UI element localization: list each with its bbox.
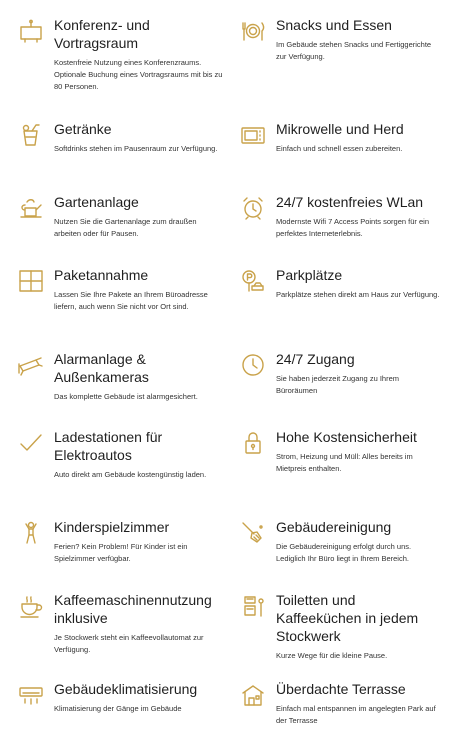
air-conditioner-icon: [18, 682, 44, 708]
feature-item: [240, 16, 440, 63]
feature-description: Ferien? Kein Problem! Für Kinder ist ein Spielzimmer verfügbar.: [54, 542, 188, 563]
feature-title: Überdachte Terrasse: [276, 681, 406, 697]
checkmark-icon: [18, 430, 44, 456]
feature-description: Strom, Heizung und Müll: Alles bereits im Mietpreis enthalten.: [276, 452, 413, 473]
terrace-house-icon: [240, 682, 266, 708]
feature-description: Softdrinks stehen im Pausenraum zur Verfügung.: [54, 144, 218, 153]
feature-description: Kostenfreie Nutzung eines Konferenzraums. Optionale Buchung eines Vortragsraums mit bis zu 80 Personen.: [54, 58, 223, 91]
feature-description: Das komplette Gebäude ist alarmgesichert.: [54, 392, 198, 401]
feature-item: [240, 680, 440, 727]
security-camera-icon: [18, 352, 44, 378]
clock-icon: [240, 352, 266, 378]
feature-title: Konferenz- und Vortragsraum: [54, 17, 150, 51]
feature-title: 24/7 kostenfreies WLan: [276, 194, 424, 210]
feature-title: Toiletten und Kaffeeküchen in jedem Stockwerk: [276, 592, 419, 644]
feature-description: Parkplätze stehen direkt am Haus zur Verfügung.: [276, 290, 440, 299]
playground-figure-icon: [18, 520, 44, 546]
feature-title: Kinderspielzimmer: [54, 519, 170, 535]
feature-description: Einfach mal entspannen im angelegten Park auf der Terrasse: [276, 704, 436, 725]
feature-title: Kaffeemaschinennutzung inklusive: [54, 592, 212, 626]
plate-cutlery-icon: [240, 18, 266, 44]
feature-description: Die Gebäudereinigung erfolgt durch uns. Lediglich Ihr Büro liegt in Ihrem Bereich.: [276, 542, 412, 563]
feature-title: Getränke: [54, 121, 112, 137]
feature-description: Auto direkt am Gebäude kostengünstig laden.: [54, 470, 207, 479]
feature-item: [18, 428, 223, 481]
feature-description: Nutzen Sie die Gartenanlage zum draußen arbeiten oder für Pausen.: [54, 217, 197, 238]
drink-cup-icon: [18, 122, 44, 148]
feature-title: Snacks und Essen: [276, 17, 392, 33]
alarm-clock-icon: [240, 195, 266, 221]
feature-title: Gebäudeklimatisierung: [54, 681, 198, 697]
feature-description: Lassen Sie Ihre Pakete an Ihrem Büroadresse liefern, auch wenn Sie nicht vor Ort sind.: [54, 290, 208, 311]
feature-title: Hohe Kostensicherheit: [276, 429, 417, 445]
feature-title: Parkplätze: [276, 267, 343, 283]
coffee-cup-icon: [18, 593, 44, 619]
feature-description: Kurze Wege für die kleine Pause.: [276, 651, 388, 660]
feature-item: [240, 193, 440, 240]
presentation-board-icon: [18, 18, 44, 44]
restroom-icon: [240, 593, 266, 619]
feature-item: [240, 428, 440, 475]
feature-item: [240, 518, 440, 565]
feature-title: Ladestationen für Elektroautos: [54, 429, 163, 463]
feature-item: [18, 350, 223, 403]
feature-description: Im Gebäude stehen Snacks und Fertiggerichte zur Verfügung.: [276, 40, 432, 61]
feature-description: Klimatisierung der Gänge im Gebäude: [54, 704, 182, 713]
feature-title: Alarmanlage & Außenkameras: [54, 351, 149, 385]
feature-description: Je Stockwerk steht ein Kaffeevollautomat zur Verfügung.: [54, 633, 204, 654]
watering-can-icon: [18, 195, 44, 221]
feature-item: [18, 591, 223, 656]
feature-item: [18, 680, 223, 715]
feature-title: Paketannahme: [54, 267, 149, 283]
feature-item: [18, 16, 223, 93]
microwave-icon: [240, 122, 266, 148]
feature-description: Sie haben jederzeit Zugang zu Ihrem Büroräumen: [276, 374, 399, 395]
padlock-icon: [240, 430, 266, 456]
feature-description: Einfach und schnell essen zubereiten.: [276, 144, 403, 153]
feature-item: [18, 193, 223, 240]
parking-car-icon: [240, 268, 266, 294]
feature-title: Mikrowelle und Herd: [276, 121, 404, 137]
feature-item: [240, 350, 440, 397]
feature-title: Gebäudereinigung: [276, 519, 392, 535]
feature-description: Modernste Wifi 7 Access Points sorgen für ein perfektes Interneterlebnis.: [276, 217, 429, 238]
feature-item: [18, 120, 223, 155]
package-box-icon: [18, 268, 44, 294]
feature-item: [240, 591, 440, 662]
feature-title: 24/7 Zugang: [276, 351, 355, 367]
feature-title: Gartenanlage: [54, 194, 139, 210]
feature-item: [18, 266, 223, 313]
feature-item: [18, 518, 223, 565]
broom-icon: [240, 520, 266, 546]
feature-item: [240, 266, 440, 301]
feature-item: [240, 120, 440, 155]
